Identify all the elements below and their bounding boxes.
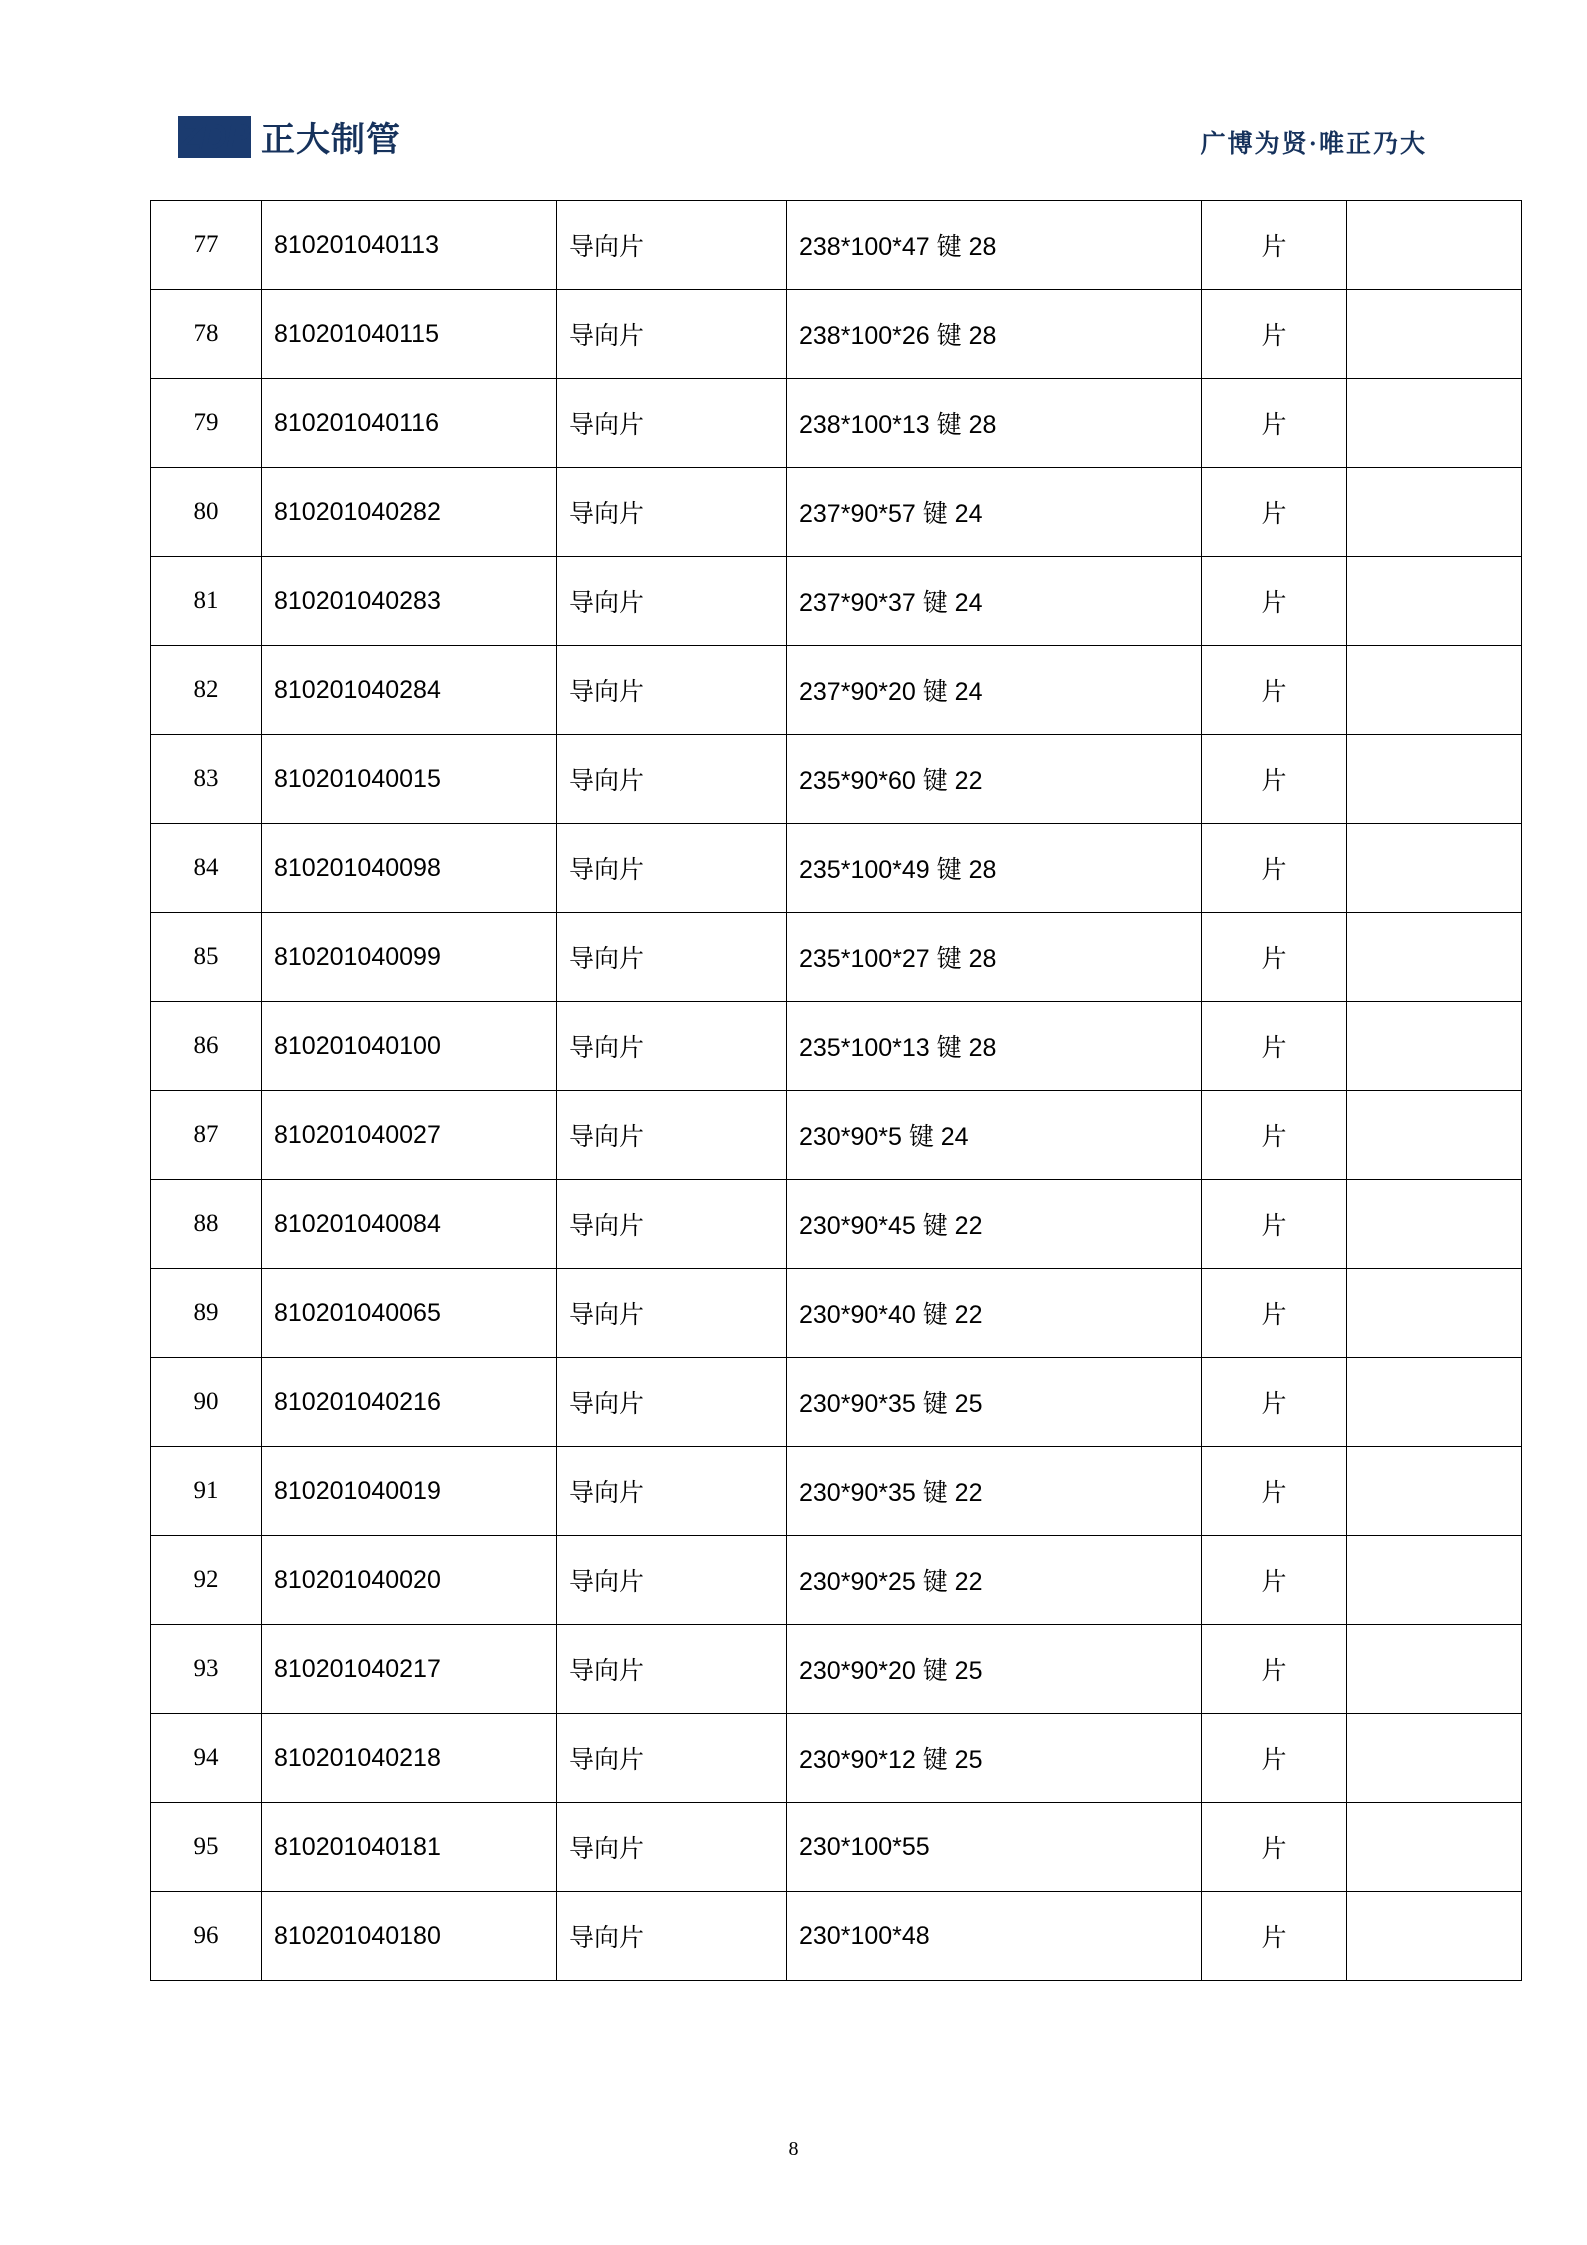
cell-name: 导向片 [557, 468, 787, 557]
cell-name: 导向片 [557, 1269, 787, 1358]
cell-code: 810201040284 [262, 646, 557, 735]
cell-code: 810201040115 [262, 290, 557, 379]
cell-code: 810201040282 [262, 468, 557, 557]
cell-spec: 230*90*12 键 25 [787, 1714, 1202, 1803]
table-row [151, 1091, 1522, 1180]
cell-index: 93 [151, 1625, 262, 1714]
cell-index: 96 [151, 1892, 262, 1981]
cell-unit: 片 [1202, 468, 1347, 557]
cell-blank [1347, 1714, 1522, 1803]
cell-index: 81 [151, 557, 262, 646]
logo-chinese-text: 正大制管 [261, 121, 401, 159]
cell-code: 810201040100 [262, 1002, 557, 1091]
table-row [151, 1002, 1522, 1091]
cell-blank [1347, 1625, 1522, 1714]
cell-name: 导向片 [557, 557, 787, 646]
cell-blank [1347, 646, 1522, 735]
cell-code: 810201040019 [262, 1447, 557, 1536]
cell-unit: 片 [1202, 1002, 1347, 1091]
cell-blank [1347, 824, 1522, 913]
cell-spec: 235*100*49 键 28 [787, 824, 1202, 913]
cell-unit: 片 [1202, 1625, 1347, 1714]
logo-latin-text: ZDP [180, 115, 249, 157]
cell-spec: 230*90*20 键 25 [787, 1625, 1202, 1714]
cell-index: 89 [151, 1269, 262, 1358]
cell-unit: 片 [1202, 1358, 1347, 1447]
cell-blank [1347, 557, 1522, 646]
cell-index: 88 [151, 1180, 262, 1269]
cell-blank [1347, 1803, 1522, 1892]
cell-code: 810201040116 [262, 379, 557, 468]
cell-blank [1347, 1536, 1522, 1625]
cell-spec: 238*100*47 键 28 [787, 201, 1202, 290]
cell-blank [1347, 379, 1522, 468]
table-row [151, 1892, 1522, 1981]
cell-index: 84 [151, 824, 262, 913]
company-logo [178, 112, 401, 161]
cell-name: 导向片 [557, 1536, 787, 1625]
cell-spec: 235*100*13 键 28 [787, 1002, 1202, 1091]
cell-name: 导向片 [557, 1447, 787, 1536]
table-row [151, 1180, 1522, 1269]
table-row [151, 1803, 1522, 1892]
table-row [151, 1536, 1522, 1625]
cell-code: 810201040113 [262, 201, 557, 290]
cell-index: 83 [151, 735, 262, 824]
cell-spec: 238*100*26 键 28 [787, 290, 1202, 379]
cell-index: 94 [151, 1714, 262, 1803]
cell-name: 导向片 [557, 1358, 787, 1447]
cell-spec: 237*90*57 键 24 [787, 468, 1202, 557]
cell-name: 导向片 [557, 1625, 787, 1714]
cell-blank [1347, 1447, 1522, 1536]
cell-code: 810201040015 [262, 735, 557, 824]
cell-blank [1347, 1002, 1522, 1091]
table-row [151, 1714, 1522, 1803]
cell-unit: 片 [1202, 646, 1347, 735]
cell-name: 导向片 [557, 1002, 787, 1091]
cell-unit: 片 [1202, 1180, 1347, 1269]
cell-unit: 片 [1202, 1714, 1347, 1803]
cell-code: 810201040217 [262, 1625, 557, 1714]
cell-blank [1347, 1091, 1522, 1180]
cell-unit: 片 [1202, 557, 1347, 646]
cell-name: 导向片 [557, 1803, 787, 1892]
cell-index: 77 [151, 201, 262, 290]
cell-name: 导向片 [557, 913, 787, 1002]
cell-name: 导向片 [557, 646, 787, 735]
cell-unit: 片 [1202, 1269, 1347, 1358]
cell-name: 导向片 [557, 1714, 787, 1803]
materials-table-body [151, 201, 1522, 1981]
cell-name: 导向片 [557, 201, 787, 290]
table-row [151, 290, 1522, 379]
cell-unit: 片 [1202, 735, 1347, 824]
table-row [151, 468, 1522, 557]
cell-name: 导向片 [557, 1892, 787, 1981]
cell-unit: 片 [1202, 1536, 1347, 1625]
cell-unit: 片 [1202, 1091, 1347, 1180]
cell-spec: 230*90*35 键 22 [787, 1447, 1202, 1536]
cell-index: 86 [151, 1002, 262, 1091]
cell-index: 95 [151, 1803, 262, 1892]
cell-code: 810201040084 [262, 1180, 557, 1269]
company-slogan: 广博为贤·唯正乃大 [1200, 131, 1427, 158]
cell-unit: 片 [1202, 290, 1347, 379]
table-row [151, 913, 1522, 1002]
table-row [151, 646, 1522, 735]
cell-name: 导向片 [557, 379, 787, 468]
cell-spec: 230*90*45 键 22 [787, 1180, 1202, 1269]
cell-blank [1347, 201, 1522, 290]
cell-name: 导向片 [557, 824, 787, 913]
cell-index: 87 [151, 1091, 262, 1180]
cell-unit: 片 [1202, 1447, 1347, 1536]
cell-blank [1347, 1892, 1522, 1981]
cell-index: 82 [151, 646, 262, 735]
cell-code: 810201040216 [262, 1358, 557, 1447]
cell-name: 导向片 [557, 1180, 787, 1269]
cell-unit: 片 [1202, 824, 1347, 913]
cell-spec: 238*100*13 键 28 [787, 379, 1202, 468]
cell-unit: 片 [1202, 1892, 1347, 1981]
cell-index: 91 [151, 1447, 262, 1536]
page-header [150, 112, 1437, 168]
cell-blank [1347, 290, 1522, 379]
cell-index: 85 [151, 913, 262, 1002]
cell-name: 导向片 [557, 735, 787, 824]
cell-spec: 235*100*27 键 28 [787, 913, 1202, 1002]
cell-spec: 230*90*25 键 22 [787, 1536, 1202, 1625]
cell-blank [1347, 468, 1522, 557]
cell-index: 92 [151, 1536, 262, 1625]
cell-code: 810201040027 [262, 1091, 557, 1180]
table-row [151, 824, 1522, 913]
cell-code: 810201040065 [262, 1269, 557, 1358]
cell-unit: 片 [1202, 1803, 1347, 1892]
materials-table-container [150, 200, 1437, 1981]
cell-spec: 230*100*48 [787, 1892, 1202, 1981]
page-number: 8 [788, 2138, 799, 2160]
cell-index: 78 [151, 290, 262, 379]
cell-name: 导向片 [557, 290, 787, 379]
table-row [151, 1269, 1522, 1358]
cell-spec: 237*90*20 键 24 [787, 646, 1202, 735]
cell-name: 导向片 [557, 1091, 787, 1180]
cell-unit: 片 [1202, 379, 1347, 468]
cell-spec: 230*90*40 键 22 [787, 1269, 1202, 1358]
table-row [151, 1625, 1522, 1714]
cell-index: 90 [151, 1358, 262, 1447]
cell-spec: 230*90*5 键 24 [787, 1091, 1202, 1180]
cell-code: 810201040020 [262, 1536, 557, 1625]
cell-spec: 237*90*37 键 24 [787, 557, 1202, 646]
cell-code: 810201040283 [262, 557, 557, 646]
table-row [151, 1447, 1522, 1536]
cell-index: 79 [151, 379, 262, 468]
cell-spec: 230*100*55 [787, 1803, 1202, 1892]
cell-blank [1347, 1180, 1522, 1269]
cell-unit: 片 [1202, 913, 1347, 1002]
cell-unit: 片 [1202, 201, 1347, 290]
cell-code: 810201040180 [262, 1892, 557, 1981]
table-row [151, 201, 1522, 290]
cell-blank [1347, 735, 1522, 824]
table-row [151, 735, 1522, 824]
materials-table [150, 200, 1522, 1981]
cell-spec: 230*90*35 键 25 [787, 1358, 1202, 1447]
cell-code: 810201040099 [262, 913, 557, 1002]
cell-code: 810201040218 [262, 1714, 557, 1803]
table-row [151, 379, 1522, 468]
cell-blank [1347, 913, 1522, 1002]
cell-blank [1347, 1358, 1522, 1447]
table-row [151, 557, 1522, 646]
cell-code: 810201040098 [262, 824, 557, 913]
table-row [151, 1358, 1522, 1447]
cell-index: 80 [151, 468, 262, 557]
cell-spec: 235*90*60 键 22 [787, 735, 1202, 824]
cell-blank [1347, 1269, 1522, 1358]
cell-code: 810201040181 [262, 1803, 557, 1892]
